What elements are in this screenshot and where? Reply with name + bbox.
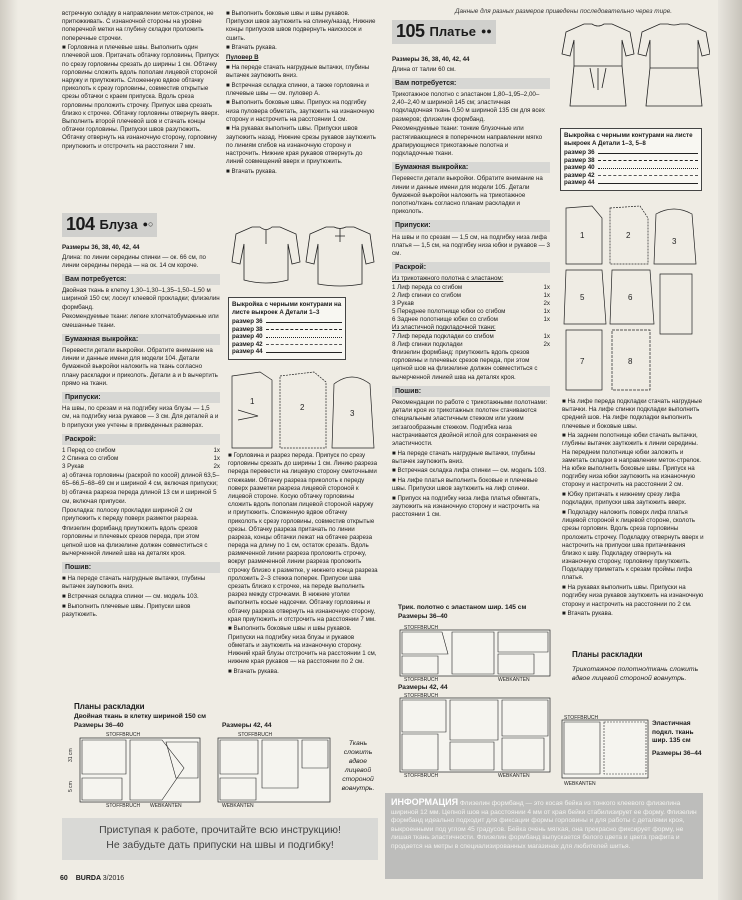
svg-text:5 cm: 5 cm xyxy=(68,781,74,792)
layout-note: Трикотажное полотно/ткань сложить вдвое лицевой стороной вовнутрь. xyxy=(572,665,699,682)
svg-text:STOFFBRUCH: STOFFBRUCH xyxy=(404,625,439,631)
need-text: Двойная ткань в клетку 1,30–1,30–1,35–1,50–1,50 м шириной 150 см; лоскут клеевой прокладки; флизелин формбанд. xyxy=(62,287,220,311)
svg-text:7: 7 xyxy=(580,357,585,366)
svg-text:STOFFBRUCH: STOFFBRUCH xyxy=(106,803,141,808)
sew-step: ■ На лифе платья выполнить боковые и плечевые швы. Припуски швов заутюжить на лиф спинки. xyxy=(392,477,538,493)
layout-fabric: Трик. полотно с эластаном шир. 145 см xyxy=(398,604,527,611)
svg-text:WEBKANTEN: WEBKANTEN xyxy=(498,773,530,778)
difficulty-dots: ●● xyxy=(480,25,492,36)
paragraph: ■ Втачать рукава. xyxy=(228,667,279,675)
svg-text:6: 6 xyxy=(628,293,633,302)
info-text: Флизелин формбанд — это косая бейка из тонкого клеевого флизелина шириной 12 мм. Цепной шов на расстоянии 4 мм от края бейки стабилизирует ее форму. Флизелин формбанд идеально подходит для фиксации формы горловины и для работы с деталями кроя, выкроенными под углом 45 градусов. Бейка очень мягкая, она прекрасно фиксирует форму, не лишая ткань эластичности. Флизелин формбанд выпускается белого цвета и цвета графита и продается на метры в специализированных магазинах для любителей шитья. xyxy=(391,800,697,850)
paragraph: ■ Выполнить боковые швы и швы рукавов. Припуски на подгибку низа блузы и рукавов обметать и заутюжить на изнаночную сторону. Нижний край блузы отстрочить на расстоянии 1 см, нижние края рукавов — на расстоянии по 2 см. xyxy=(228,625,377,666)
need-header: Вам потребуется: xyxy=(392,78,550,89)
sew-step: ■ Встречная складка лифа спинки — см. модель 103. xyxy=(392,467,547,475)
paper-pattern-header: Бумажная выкройка: xyxy=(62,334,220,345)
paper-pattern-header: Бумажная выкройка: xyxy=(392,162,550,173)
allowances-header: Припуски: xyxy=(392,220,550,231)
allowances-text: На швы и по срезам — 1,5 см, на подгибку низа лифа платья — 1,5 см, на подгибку низа юбки и рукавов — 3 см. xyxy=(392,233,550,257)
layout-title: Планы раскладки xyxy=(572,650,643,659)
length: Длина от талии 60 см. xyxy=(392,65,456,73)
sew-step: ■ Выполнить плечевые швы. Припуски швов разутюжить. xyxy=(62,602,191,618)
cut-note: b) обтачка разреза переда длиной 13 см и шириной 5 см, включая припуски. xyxy=(62,489,217,505)
recommended-fabrics: Рекомендуемые ткани: легкие хлопчатобумажные или смешанные ткани. xyxy=(62,313,219,329)
model-105-right-text xyxy=(562,398,705,620)
sew-step: ■ На переде стачать нагрудные вытачки, глубины вытачек заутюжить вниз. xyxy=(62,575,206,591)
svg-text:STOFFBRUCH: STOFFBRUCH xyxy=(238,732,273,738)
need-header: Вам потребуется: xyxy=(62,274,220,285)
length: Длина: по линии середины спинки — ок. 66 см, по линии середины переда — на ок. 14 см короче. xyxy=(62,253,206,269)
model-104-header xyxy=(62,213,157,237)
pattern-pieces-105 xyxy=(562,204,702,396)
issue: 3/2016 xyxy=(102,875,125,882)
layout-fabric: Двойная ткань в клетку шириной 150 см xyxy=(74,712,207,720)
table-row: 8 Лиф спинки подкладки 2x xyxy=(392,340,550,348)
model-104-sewing xyxy=(228,452,378,678)
cut-note: Флизелин формбанд приутюжить вдоль срезов горловины и плечевых срезов переда, при этом цепной шов на флизелине должен совместиться с вычерченной линией шва на деталях кроя. xyxy=(62,525,208,557)
sizes: Размеры 36, 38, 40, 42, 44 xyxy=(62,244,140,251)
top-note: Данные для разных размеров приведены последовательно через тире. xyxy=(455,8,673,15)
svg-text:WEBKANTEN: WEBKANTEN xyxy=(222,803,254,808)
svg-text:3: 3 xyxy=(350,409,355,418)
layout-sizes-1: Размеры 36–40 xyxy=(398,612,448,620)
layout-note-104: Ткань сложить вдвое лицевой стороной вовнутрь. xyxy=(341,740,375,792)
cutting-header: Раскрой: xyxy=(392,262,550,273)
cut-sub-1: Из трикотажного полотна с эластаном: xyxy=(392,275,504,283)
dress-105-sketch xyxy=(560,18,710,110)
pattern-pieces-104 xyxy=(228,370,378,452)
cutting-table xyxy=(62,447,220,472)
layout-diagram-104-a xyxy=(66,728,206,808)
svg-text:3: 3 xyxy=(672,237,677,246)
paragraph: ■ На рукавах выполнить швы. Припуски на подгибку низа рукавов заутюжить на изнаночную сторону и настрочить на расстоянии по 2 см. xyxy=(562,584,704,608)
table-row: 1 Перед со сгибом 1x xyxy=(62,446,220,454)
table-row: 6 Заднее полотнище юбки со сгибом 1x xyxy=(392,316,550,324)
paragraph: ■ Юбку притачать к нижнему срезу лифа подкладки, припуски шва заутюжить вверх. xyxy=(562,491,687,507)
page-spine xyxy=(0,0,18,900)
cutting-table-1 xyxy=(392,284,550,325)
model-name: Платье xyxy=(429,24,476,40)
paragraph: ■ Выполнить боковые швы. Припуск на подгибку низа пуловера обметать, заутюжить на изнаночную сторону и настрочить на расстоянии 1 см. xyxy=(226,99,375,123)
magazine-name: BURDA xyxy=(75,875,101,882)
allowances-text: На швы, по срезам и на подгибку низа блузы — 1,5 см, на подгибку низа рукавов — 3 см. Для деталей а и b припуски уже учтены в приведенных размерах. xyxy=(62,405,219,429)
layout-105-right xyxy=(572,650,702,683)
recommended-fabrics: Рекомендуемые ткани: тонкие блузочные или растягивающиеся в поперечном направлении мягко драпирующиеся трикотажные полотна и подкладочные ткани. xyxy=(392,125,543,157)
table-row: 3 Рукав 2x xyxy=(62,463,220,471)
page-number: 60 xyxy=(60,875,68,882)
layout-title: Планы раскладки xyxy=(74,702,145,711)
paragraph: ■ На переде стачать нагрудные вытачки, глубины вытачек заутюжить вниз. xyxy=(226,63,370,79)
svg-text:STOFFBRUCH: STOFFBRUCH xyxy=(404,693,439,699)
layout-sizes-2: Размеры 42, 44 xyxy=(398,684,448,691)
sew-step: ■ На переде стачать нагрудные вытачки, глубины вытачек заутюжить вниз. xyxy=(392,449,536,465)
svg-text:STOFFBRUCH: STOFFBRUCH xyxy=(106,732,141,738)
table-row: 7 Лиф переда подкладки со сгибом 1x xyxy=(392,332,550,340)
layout-sizes-1: Размеры 36–40 xyxy=(74,722,124,730)
paragraph: встречную складку в направлении меток-стрелок, не притюжкивать. С изнаночной стороны на уровне поперечной метки на глубину складки проложить поперечные строчки. xyxy=(62,10,214,42)
layout-diagram-105-a xyxy=(398,624,554,682)
paper-pattern-text: Перевести детали выкройки. Обратите внимание на линии и данные имени для модели 105. Детали бумажной выкройки наложить на трикотажное полотно/ткань согласно планам раскладки и приколоть. xyxy=(392,175,543,216)
svg-text:WEBKANTEN: WEBKANTEN xyxy=(498,677,530,682)
col2-top-text xyxy=(226,10,378,178)
table-row: 5 Переднее полотнище юбки со сгибом 1x xyxy=(392,308,550,316)
svg-text:2: 2 xyxy=(626,231,631,240)
paper-pattern-text: Перевести детали выкройки. Обратите внимание на линии и данные имени для модели 104. Детали бумажной выкройки наложить на ткань согласно плану раскладки и приколоть. Детали а и b вычертить прямо на ткани. xyxy=(62,346,218,387)
info-label: ИНФОРМАЦИЯ xyxy=(391,797,459,807)
pattern-legend-104: Выкройка с черными контурами на листе выкроек A Детали 1–3 размер 36 размер 38 размер 40 размер 42 размер 44 xyxy=(228,297,346,360)
model-number: 104 xyxy=(66,214,95,234)
legend-title: Выкройка с черными контурами на листе выкроек A Детали 1–3 xyxy=(232,301,342,316)
model-105-header xyxy=(392,20,496,44)
info-box xyxy=(385,793,703,879)
svg-text:1: 1 xyxy=(250,397,255,406)
svg-text:5: 5 xyxy=(580,293,585,302)
layout-sizes-2: Размеры 42, 44 xyxy=(222,722,272,730)
svg-text:31 cm: 31 cm xyxy=(68,748,74,762)
need-text: Трикотажное полотно с эластаном 1,80–1,95–2,00–2,40–2,40 м шириной 145 см; эластичная подкладочная ткань 0,50 м шириной 135 см для всех размеров; флизелин формбанд. xyxy=(392,91,545,123)
pattern-legend-105: Выкройка с черными контурами на листе выкроек A Детали 1–3, 5–8 размер 36 размер 38 размер 40 размер 42 размер 44 xyxy=(560,128,702,191)
blouse-104-sketch xyxy=(230,222,375,290)
table-row: 1 Лиф переда со сгибом 1x xyxy=(392,283,550,291)
col1-top-text xyxy=(62,10,220,152)
paragraph: ■ Выполнить боковые швы и швы рукавов. Припуски швов заутюжить на спинку/назад. Нижние концы припусков швов подвернуть наискосок и сшить. xyxy=(226,10,376,42)
paragraph: ■ Горловина и разрез переда. Припуск по срезу горловины срезать до ширины 1 см. Линию разреза переда перевести на лицевую сторону сметочными стежками. Обтачку разреза приколоть к переду поверх разметки разреза лицевой стороной к лицевой стороне. Косую обтачку горловины сложить вдоль пополам лицевой стороной наружу и приутюжить. Сложенную вдвое обтачку приколоть к срезу горловины, совместив открытые срезы. Обтачку разреза притачать по линии разреза, концы обтачки лежат на обтачке разреза переда на длину по 1 см, остаток срезать. Вдоль размеченной линии разреза проложить строчку, вокруг размеченной линии разреза проложить строчку близко к разметке, у нижнего конца разреза проложить 2–3 стежка поперек. Припуски шва срезать близко к строчке, на переде выполнить разрез между строчками. В нижние уголки выполнить косые надсечки. Обтачку горловины и обтачку разреза отвернуть на изнаночную сторону, края приутюжить и отстрочить на расстоянии 7 мм. xyxy=(228,452,378,623)
table-row: 2 Лиф спинки со сгибом 1x xyxy=(392,291,550,299)
lining-sizes: Размеры 36–44 xyxy=(652,750,702,758)
lining-label xyxy=(652,720,708,759)
paragraph: ■ Встречная складка спинки, а также горловина и плечевые швы — см. пуловер А. xyxy=(226,81,369,97)
paragraph: ■ Горловина и плечевые швы. Выполнить один плечевой шов. Притачать обтачку горловины, Припуск по срезу горловины срезать до ширины 1 см. Обтачку горловины сложить вдоль пополам лицевой стороной наружу и приутюжить. Сложенную вдвое обтачку приколоть к срезу горловины, совместив открытые срезы обтачки с краем припуска. Вдоль среза горловины проложить строчку. Припуск шва срезать близко к строчке. Обтачку горловины отвернуть вверх. Выполнить второй плечевой шов и стачать концы обтачки горловины. Припуски швов разутюжить. Обтачку отвернуть на изнаночную сторону, горловину приутюжить и отстрочить на расстоянии 7 мм. xyxy=(62,44,220,150)
svg-text:WEBKANTEN: WEBKANTEN xyxy=(150,803,182,808)
svg-text:STOFFBRUCH: STOFFBRUCH xyxy=(404,677,439,682)
svg-text:WEBKANTEN: WEBKANTEN xyxy=(564,781,596,786)
paragraph: ■ На лифе переда подкладки стачать нагрудные вытачки. На лифе спинки подкладки выполнить средний шов. На лифе подкладки выполнить плечевые и боковые швы. xyxy=(562,398,703,430)
warning-line-1: Приступая к работе, прочитайте всю инструкцию! xyxy=(99,824,341,836)
page-footer xyxy=(60,874,124,883)
warning-bar xyxy=(62,818,378,860)
cut-note: Флизелин формбанд: приутюжить вдоль срезов горловины и плечевых срезов переда, при этом цепной шов на флизелине должен совместиться с вычерченной линией шва на деталях кроя. xyxy=(392,349,538,381)
svg-text:STOFFBRUCH: STOFFBRUCH xyxy=(564,715,599,721)
layout-105-left xyxy=(398,604,558,621)
difficulty-dots: ●○ xyxy=(142,218,154,229)
svg-text:STOFFBRUCH: STOFFBRUCH xyxy=(404,773,439,778)
cut-note: Прокладка: полоску прокладки шириной 2 см приутюжить к переду поверх разметки разреза. xyxy=(62,507,199,523)
paragraph: ■ Подкладку наложить поверх лифа платья лицевой стороной к лицевой стороне, сколоть срезы горловин. Вдоль среза горловины проложить строчку. Подкладку отвернуть вверх и настрочить на припуски шва притачивания близко к шву. Подкладку отвернуть на изнаночную сторону, горловину приутюжить. Подкладку приметать к срезам проймы лифа платья. xyxy=(562,508,704,582)
sizes: Размеры 36, 38, 40, 42, 44 xyxy=(392,56,470,63)
sew-step: Рекомендации по работе с трикотажными полотнами: детали кроя из трикотажных полотен стачиваются специальным эластичным стежком или узким зигзагообразным стежком. Подгибка низа настрачивается двойной иглой для сохранения ее эластичности. xyxy=(392,398,548,447)
svg-text:1: 1 xyxy=(580,231,585,240)
svg-text:8: 8 xyxy=(628,357,633,366)
sew-step: ■ Встречная складка спинки — см. модель 103. xyxy=(62,592,199,600)
paragraph: ■ Втачать рукава. xyxy=(562,610,613,618)
cutting-header: Раскрой: xyxy=(62,434,220,445)
model-105-details xyxy=(392,56,550,521)
cut-sub-2: Из эластичной подкладочной ткани: xyxy=(392,324,496,332)
lining-fabric: Эластичная подкл. ткань шир. 135 см xyxy=(652,720,694,745)
warning-line-2: Не забудьте дать припуски на швы и подгибку! xyxy=(106,839,334,852)
model-name: Блуза xyxy=(99,217,138,233)
layout-diagram-105-c xyxy=(560,714,652,786)
legend-title: Выкройка с черными контурами на листе выкроек A Детали 1–3, 5–8 xyxy=(564,132,693,147)
layout-plans-104 xyxy=(62,702,378,731)
cutting-table-2 xyxy=(392,333,550,349)
cut-note: a) обтачка горловины (раскрой по косой) длиной 63,5–65–66,5–68–69 см и шириной 4 см, включая припуски; xyxy=(62,471,220,487)
model-104-details xyxy=(62,244,220,621)
page-edge xyxy=(718,0,742,900)
paragraph: ■ Втачать рукава. xyxy=(226,167,277,175)
sew-step: ■ Припуск на подгибку низа лифа платья обметать, заутюжить на изнаночную сторону и настрочить на расстоянии 1 см. xyxy=(392,495,541,519)
paragraph: ■ Втачать рукава. xyxy=(226,44,277,52)
model-number: 105 xyxy=(396,21,425,41)
sewing-header: Пошив: xyxy=(62,562,220,573)
sewing-header: Пошив: xyxy=(392,386,550,397)
svg-text:2: 2 xyxy=(300,403,305,412)
paragraph: ■ На заднем полотнище юбки стачать вытачки, глубины вытачек заутюжить к линии середины. На переднем полотнище юбки заложить и заметать складки в направлении меток-стрелок. На юбке выполнить боковые швы. Припуск на подгибку низа юбки заутюжить на изнаночную сторону и настрочить на расстоянии 2 см. xyxy=(562,432,701,489)
pullover-b-title: Пуловер В xyxy=(226,53,259,61)
layout-diagram-104-b xyxy=(208,728,334,808)
table-row: 2 Спинка со сгибом 1x xyxy=(62,455,220,463)
layout-diagram-105-b xyxy=(398,692,554,778)
allowances-header: Припуски: xyxy=(62,392,220,403)
paragraph: ■ На рукавах выполнить швы. Припуски швов заутюжить назад. Нижние срезы рукавов заутюжить по линиям сгибов на изнаночную сторону и настрочить. Нижние края рукавов отвернуть до линий совмещений вверх и приутюжить. xyxy=(226,125,376,166)
table-row: 3 Рукав 2x xyxy=(392,299,550,307)
